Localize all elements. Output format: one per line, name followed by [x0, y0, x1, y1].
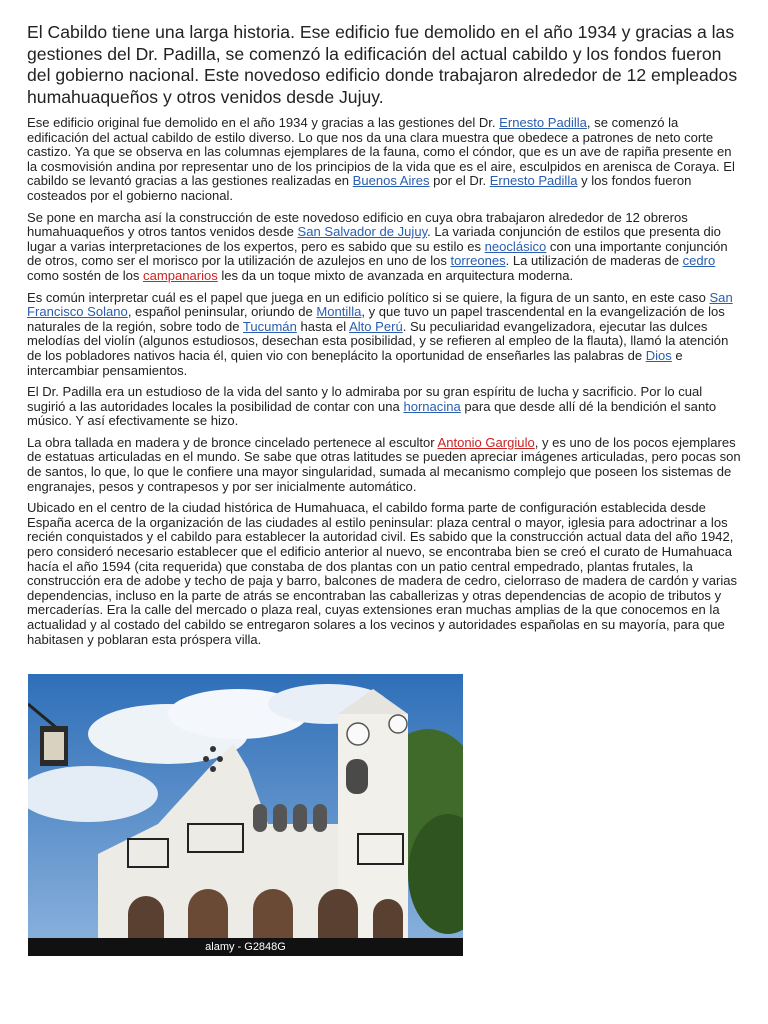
paragraph-text: . La utilización de maderas de	[505, 253, 683, 269]
inline-link[interactable]: cedro	[682, 253, 716, 269]
body-paragraph	[27, 436, 743, 494]
paragraph-text: como sostén de los	[27, 267, 144, 283]
paragraph-text: La obra tallada en madera y de bronce cincelado pertenece al escultor	[27, 434, 438, 450]
cabildo-image	[28, 674, 463, 956]
inline-link[interactable]: campanarios	[143, 267, 218, 283]
paragraph-text: Ubicado en el centro de la ciudad histórica de Humahuaca, el cabildo forma parte de configuración establecida desde España acerca de la organización de las ciudades al estilo peninsular: plaza central o mayor, iglesia para adoctrinar a los recién conquistados y el cabildo para establecer la autoridad civil. Es sabido que la construcción actual data del año 1942, pero consideró necesario establecer que el edificio anterior al nuevo, se encontraba bien se creó el curato de Humahuaca hacía el año 1594 (cita requerida) que constaba de dos plantas con un patio central empedrado, plantas frutales, la construcción era de adobe y techo de paja y barro, balcones de madera de cedro, cielorraso de madera de cardón y varias dependencias, incluso en la parte de atrás se encontraban las caballerizas y otras dependencias de acopio de tributos y mercaderías. Era la calle del mercado o plaza real, cuyas extensiones eran muchas amplias de la que conocemos en la actualidad y al costado del cabildo se entregaron solares a los vecinos y autoridades españolas en su mayoría, para que habitasen y poblaran esta próspera villa.	[27, 500, 738, 647]
inline-link[interactable]: torreones	[450, 253, 506, 269]
paragraph-text: , se comenzó la edificación del actual cabildo de estilo diverso. Lo que nos da una clara muestra que obedece a patrones de neto corte castizo. Ya que se observa en las columnas ejemplares de la fauna, como el cóndor, que es un ave de rapiña presente en la cosmovisión andina por representar uno de los principios de la vida que es el aire, esculpidos en arenisca de Coraya. El cabildo se levantó gracias a las gestiones realizadas en	[27, 115, 735, 189]
paragraph-text: , y que tuvo un papel trascendental en la evangelización de los naturales de la región, sobre todo de	[27, 304, 725, 334]
body-paragraph	[27, 291, 743, 379]
body-paragraph	[27, 116, 743, 204]
inline-link[interactable]: Ernesto Padilla	[489, 173, 578, 189]
inline-link[interactable]: San Salvador de Jujuy	[297, 224, 428, 240]
cabildo-photo	[28, 674, 463, 956]
paragraph-text: para que desde allí dé la bendición el santo músico. Y así efectivamente se hizo.	[27, 398, 717, 429]
inline-link[interactable]: San Francisco Solano	[27, 289, 733, 320]
paragraph-text: y los fondos fueron costeados por el gobierno nacional.	[27, 173, 692, 203]
inline-link[interactable]: Dios	[645, 347, 672, 363]
paragraph-text: les da un toque mixto de avanzada en arquitectura moderna.	[217, 267, 574, 283]
body-paragraph	[27, 501, 743, 647]
paragraph-text: por el Dr.	[429, 173, 490, 189]
inline-link[interactable]: Ernesto Padilla	[499, 115, 587, 130]
paragraph-text: con una importante conjunción de otros, como ser el morisco por la utilización de azulejos en uno de los	[27, 238, 728, 269]
paragraph-text: Es común interpretar cuál es el papel que juega en un edificio político si se quiere, la figura de un santo, en este caso	[27, 289, 710, 305]
paragraph-text: El Dr. Padilla era un estudioso de la vida del santo y lo admiraba por su gran espíritu de lucha y sacrificio. Por lo cual sugirió a las autoridades locales la posibilidad de contar con una	[27, 384, 703, 414]
inline-link[interactable]: Alto Perú	[349, 318, 403, 334]
inline-link[interactable]: Tucumán	[242, 318, 297, 334]
paragraph-text: Se pone en marcha así la construcción de este novedoso edificio en cuya obra trabajaron alrededor de 12 obreros humahuaqueños y otros tantos venidos desde	[27, 209, 688, 240]
paragraph-text: hasta el	[296, 318, 350, 334]
inline-link[interactable]: Buenos Aires	[352, 173, 430, 189]
paragraph-text: e intercambiar pensamientos.	[27, 347, 683, 378]
paragraph-text: Ese edificio original fue demolido en el año 1934 y gracias a las gestiones del Dr.	[27, 115, 500, 130]
paragraph-text: . Su peculiaridad evangelizadora, ejecutar las dulces melodías del violín (algunos estudiosos, desechan esta posibilidad, y se refieren al empleo de la flauta), llamó la atención de los pobladores nativos hacia él, quien vio con beneplácito la oportunidad de enseñarles las palabras de	[27, 318, 729, 363]
paragraph-text: . La variada conjunción de estilos que presenta dio lugar a varias interpretaciones de los expertos, pero es sabido que su estilo es	[27, 224, 721, 254]
article-body	[27, 116, 743, 654]
body-paragraph	[27, 211, 743, 284]
inline-link[interactable]: Antonio Gargiulo	[437, 434, 535, 450]
paragraph-text: , y es uno de los pocos ejemplares de estatuas articuladas en el mundo. Se sabe que otras latitudes se pueden apreciar imágenes articuladas, pero pocas son de santos, lo que, lo que le confiere una mayor singularidad, sumada al mecanismo complejo que poseen los sistemas de engranajes, pesos y contrapesos y por ser inicialmente automático.	[27, 434, 741, 494]
inline-link[interactable]: neoclásico	[484, 238, 547, 254]
lead-paragraph: El Cabildo tiene una larga historia. Ese edificio fue demolido en el año 1934 y gracias a las gestiones del Dr. Padilla, se comenzó la edificación del actual cabildo y los fondos fueron del gobierno nacional. Este novedoso edificio donde trabajaron alrededor de 12 empleados humahuaqueños y otros venidos desde Jujuy.	[27, 22, 738, 107]
inline-link[interactable]: hornacina	[403, 398, 461, 414]
photo-credit: alamy - G2848G	[205, 941, 286, 953]
paragraph-text: , español peninsular, oriundo de	[127, 304, 317, 320]
body-paragraph	[27, 385, 743, 429]
inline-link[interactable]: Montilla	[316, 304, 362, 320]
